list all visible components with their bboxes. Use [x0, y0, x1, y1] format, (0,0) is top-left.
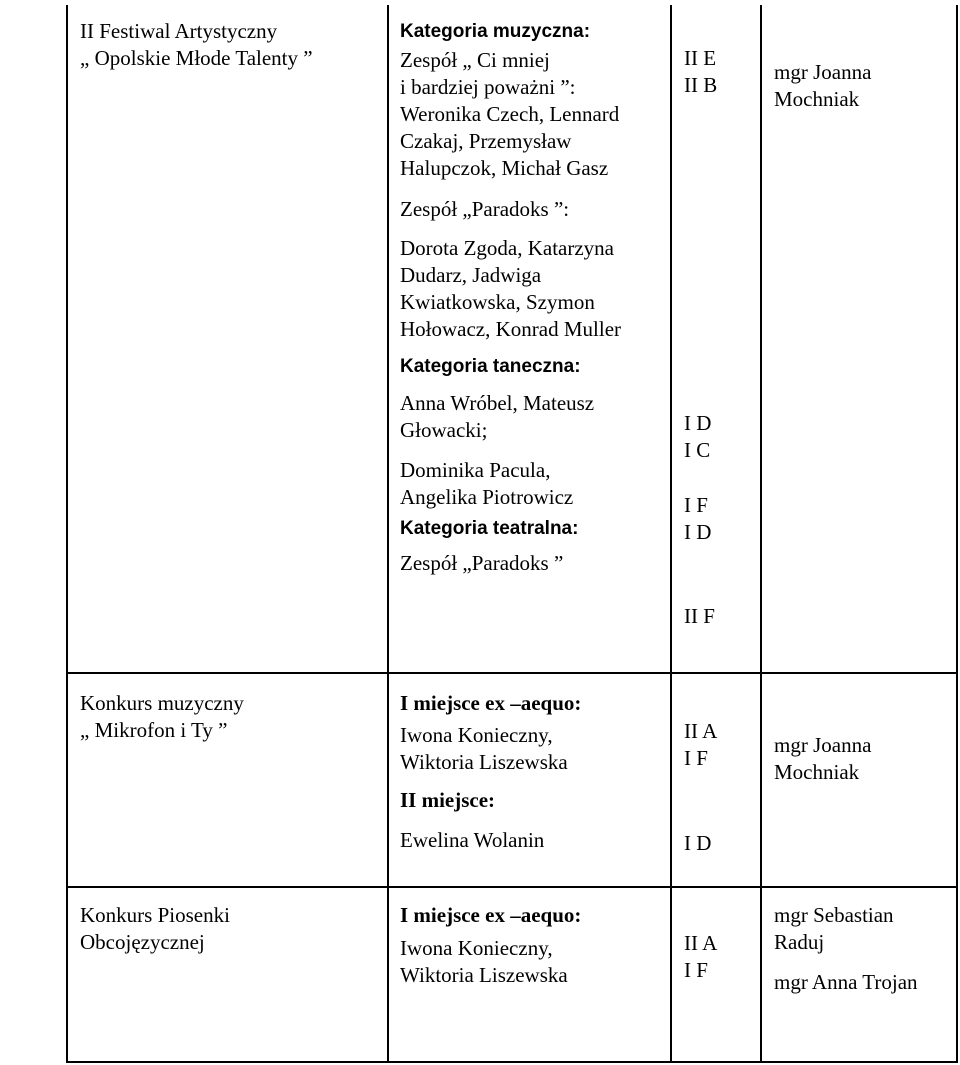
member-line: Dorota Zgoda, Katarzyna — [400, 236, 614, 260]
dance-pair — [400, 457, 621, 511]
teacher-line: mgr Anna Trojan — [774, 970, 918, 994]
class-label: II A — [684, 931, 718, 955]
class-label: I D — [684, 411, 712, 435]
category-heading: Kategoria taneczna: — [400, 356, 581, 377]
teacher-cell — [774, 732, 871, 786]
class-cell — [684, 45, 717, 99]
class-label: II E — [684, 46, 717, 70]
group-name: Zespół „Paradoks ” — [400, 551, 564, 575]
member-line: Anna Wróbel, Mateusz — [400, 391, 595, 415]
teacher-cell — [774, 902, 918, 996]
table-border-left — [66, 5, 68, 1063]
category-heading: Kategoria muzyczna: — [400, 21, 591, 42]
class-label: I F — [684, 746, 708, 770]
class-cell — [684, 718, 717, 772]
group-members — [400, 235, 621, 343]
group-name: Zespół „Paradoks ”: — [400, 197, 570, 221]
event-line: „ Opolskie Młode Talenty ” — [80, 46, 313, 70]
place-heading: II miejsce: — [400, 788, 496, 812]
winner-line: Iwona Konieczny, — [400, 936, 553, 960]
class-cell — [684, 930, 717, 984]
dance-pair — [400, 390, 621, 444]
winner-line: Iwona Konieczny, — [400, 723, 553, 747]
class-label: I F — [684, 493, 708, 517]
class-cell — [684, 410, 711, 464]
table-border-row3-top — [66, 886, 958, 888]
event-line: Obcojęzycznej — [80, 930, 205, 954]
event-line: Konkurs Piosenki — [80, 903, 230, 927]
teacher-cell — [774, 59, 871, 113]
member-line: Dominika Pacula, — [400, 458, 551, 482]
member-line: Kwiatkowska, Szymon — [400, 290, 595, 314]
member-line: Czakaj, Przemysław — [400, 129, 572, 153]
event-line: II Festiwal Artystyczny — [80, 19, 278, 43]
place-heading: I miejsce ex –aequo: — [400, 903, 582, 927]
table-border-row2-top — [66, 672, 958, 674]
class-label: II F — [684, 604, 715, 628]
class-label: I F — [684, 958, 708, 982]
class-label: II A — [684, 719, 718, 743]
teacher-line: mgr Joanna — [774, 733, 872, 757]
category-heading: Kategoria teatralna: — [400, 518, 579, 539]
table-border-right — [956, 5, 958, 1063]
teacher-line: Raduj — [774, 930, 825, 954]
group-name-line: i bardziej poważni ”: — [400, 75, 576, 99]
table-border-col3 — [670, 5, 672, 1063]
member-line: Głowacki; — [400, 418, 488, 442]
participants-cell — [400, 902, 581, 989]
winners — [400, 935, 581, 989]
group-members — [400, 101, 621, 182]
participants-cell — [400, 18, 621, 577]
member-line: Angelika Piotrowicz — [400, 485, 574, 509]
winners — [400, 722, 581, 776]
member-line: Halupczok, Michał Gasz — [400, 156, 609, 180]
winner-line: Wiktoria Liszewska — [400, 963, 568, 987]
winner-line: Wiktoria Liszewska — [400, 750, 568, 774]
group-name-line: Zespół „ Ci mniej — [400, 48, 550, 72]
class-cell — [684, 492, 711, 546]
participants-cell — [400, 690, 581, 854]
member-line: Dudarz, Jadwiga — [400, 263, 542, 287]
teacher-line: Mochniak — [774, 87, 860, 111]
table-border-bottom — [66, 1061, 958, 1063]
class-label: II B — [684, 73, 718, 97]
event-title — [80, 18, 313, 72]
teacher-line: mgr Joanna — [774, 60, 872, 84]
member-line: Weronika Czech, Lennard — [400, 102, 620, 126]
event-title — [80, 902, 230, 956]
class-label: I D — [684, 520, 712, 544]
event-title — [80, 690, 244, 744]
teacher-line: mgr Sebastian — [774, 903, 894, 927]
class-label: I D — [684, 831, 712, 855]
teacher-line: Mochniak — [774, 760, 860, 784]
event-line: Konkurs muzyczny — [80, 691, 244, 715]
class-cell — [684, 830, 711, 857]
member-line: Hołowacz, Konrad Muller — [400, 317, 622, 341]
winner-line: Ewelina Wolanin — [400, 828, 545, 852]
class-cell — [684, 603, 715, 630]
table-border-col2 — [387, 5, 389, 1063]
event-line: „ Mikrofon i Ty ” — [80, 718, 228, 742]
group-name — [400, 47, 621, 101]
place-heading: I miejsce ex –aequo: — [400, 691, 582, 715]
table-border-col4 — [760, 5, 762, 1063]
class-label: I C — [684, 438, 711, 462]
